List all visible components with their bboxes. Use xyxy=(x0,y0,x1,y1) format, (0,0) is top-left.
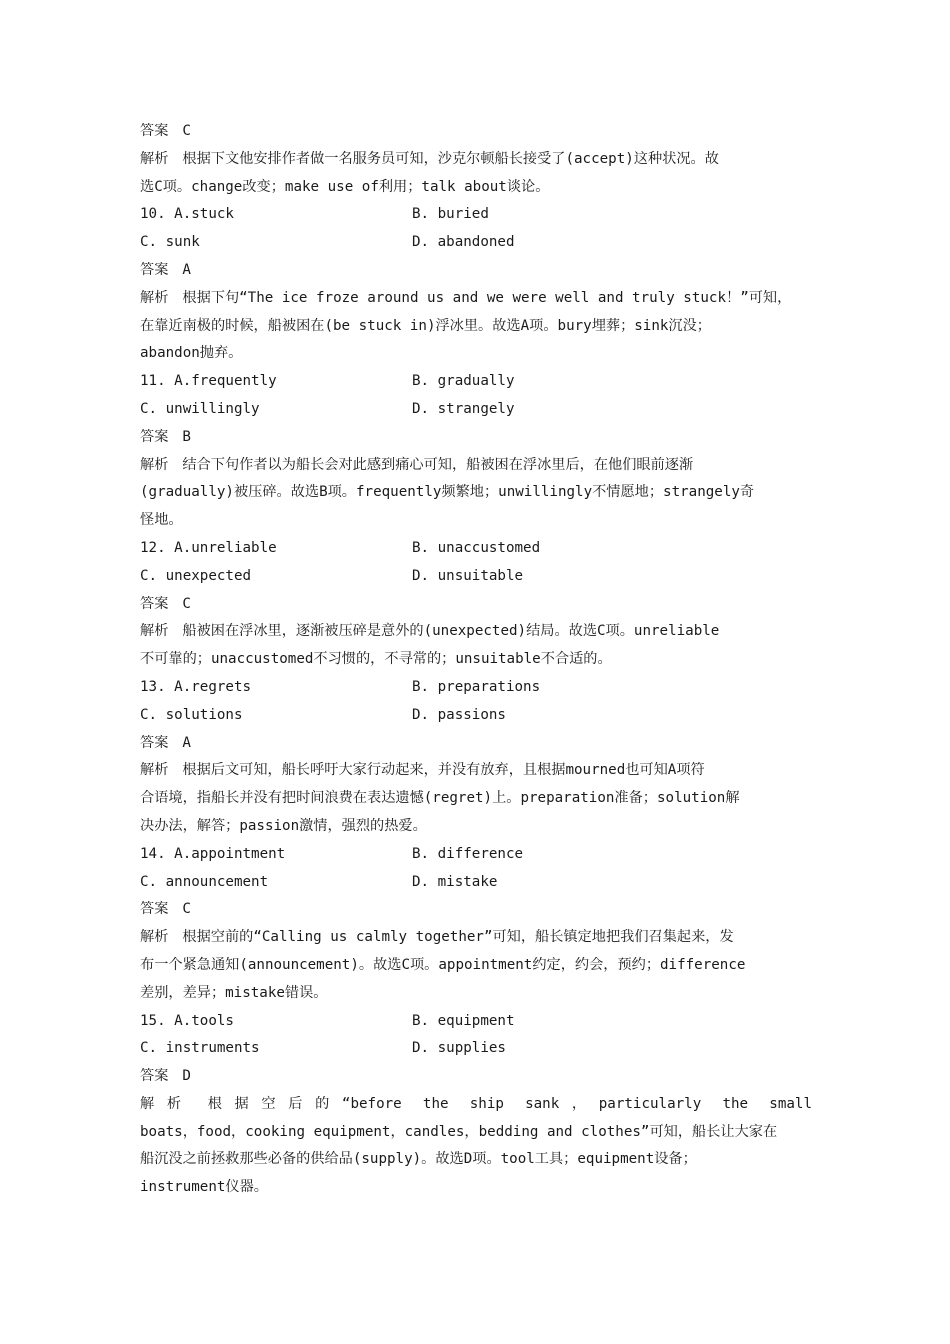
option-b: B. buried xyxy=(412,206,489,223)
explanation-text: 根据空前的“Calling us calmly together”可知，船长镇定地把我们召集起来，发 xyxy=(182,929,734,946)
option-c: C. instruments xyxy=(140,1040,260,1057)
option-d: D. supplies xyxy=(412,1040,506,1057)
explanation-label: 解析 xyxy=(140,150,169,167)
explanation-text: 根据后文可知，船长呼吁大家行动起来，并没有放弃，且根据mourned也可知A项符 xyxy=(182,762,705,779)
option-row xyxy=(140,229,812,257)
explanation-line xyxy=(140,924,812,952)
option-row xyxy=(140,1008,812,1036)
explanation-text: 根据空后的“before the ship sank，particularly the small xyxy=(207,1095,812,1112)
explanation-line xyxy=(140,618,812,646)
option-d: D. mistake xyxy=(412,873,498,890)
answer-value: C xyxy=(182,123,191,139)
answer-value: B xyxy=(182,428,191,445)
explanation-line xyxy=(140,1091,812,1119)
option-row xyxy=(140,869,812,897)
explanation-label: 解析 xyxy=(140,456,169,473)
answer-label: 答案 xyxy=(140,734,169,751)
option-b: B. preparations xyxy=(412,678,541,695)
option-a: 12. A.unreliable xyxy=(140,539,277,556)
answer-line xyxy=(140,730,812,758)
answer-value: A xyxy=(182,261,191,278)
explanation-line xyxy=(140,146,812,174)
option-row xyxy=(140,535,812,563)
option-d: D. strangely xyxy=(412,400,515,417)
explanation-label: 解析 xyxy=(140,289,169,306)
option-a: 10. A.stuck xyxy=(140,206,234,223)
option-d: D. unsuitable xyxy=(412,567,524,584)
option-a: 14. A.appointment xyxy=(140,845,286,862)
answer-value: C xyxy=(182,595,191,612)
explanation-line: boats，food，cooking equipment，candles，bedding and clothes”可知，船长让大家在 xyxy=(140,1123,778,1140)
option-c: C. unwillingly xyxy=(140,400,260,417)
answer-value: C xyxy=(182,901,191,918)
answer-value: D xyxy=(182,1068,191,1085)
option-b: B. difference xyxy=(412,845,524,862)
explanation-line: 差别，差异；mistake错误。 xyxy=(140,984,328,1001)
answer-label: 答案 xyxy=(140,595,169,612)
explanation-text: 根据下文他安排作者做一名服务员可知，沙克尔顿船长接受了(accept)这种状况。故 xyxy=(182,150,719,167)
option-row xyxy=(140,841,812,869)
option-a: 11. A.frequently xyxy=(140,373,277,390)
explanation-label: 解析 xyxy=(140,762,169,779)
explanation-label: 解析 xyxy=(140,929,169,946)
explanation-label: 解析 xyxy=(140,623,169,640)
explanation-text: 根据下句“The ice froze around us and we were well and truly stuck！”可知， xyxy=(182,289,792,306)
explanation-line: 船沉没之前拯救那些必备的供给品(supply)。故选D项。tool工具；equipment设备； xyxy=(140,1151,697,1168)
answer-line xyxy=(140,118,812,146)
explanation-text: 船被困在浮冰里，逐渐被压碎是意外的(unexpected)结局。故选C项。unreliable xyxy=(182,623,720,640)
option-b: B. equipment xyxy=(412,1012,515,1029)
option-row xyxy=(140,396,812,424)
answer-line xyxy=(140,424,812,452)
explanation-line: 不可靠的；unaccustomed不习惯的，不寻常的；unsuitable不合适的。 xyxy=(140,651,612,668)
explanation-line: 选C项。change改变；make use of利用；talk about谈论。 xyxy=(140,178,550,195)
explanation-line xyxy=(140,452,812,480)
explanation-line xyxy=(140,285,812,313)
option-row xyxy=(140,563,812,591)
option-c: C. solutions xyxy=(140,706,243,723)
explanation-line: instrument仪器。 xyxy=(140,1179,268,1196)
explanation-label: 解析 xyxy=(140,1095,194,1112)
explanation-text: 结合下句作者以为船长会对此感到痛心可知，船被困在浮冰里后，在他们眼前逐渐 xyxy=(182,456,694,473)
option-d: D. passions xyxy=(412,706,506,723)
option-row xyxy=(140,674,812,702)
answer-line xyxy=(140,896,812,924)
option-row xyxy=(140,201,812,229)
answer-label: 答案 xyxy=(140,428,169,445)
option-b: B. unaccustomed xyxy=(412,539,541,556)
explanation-line: 在靠近南极的时候，船被困在(be stuck in)浮冰里。故选A项。bury埋葬；sink沉没； xyxy=(140,317,711,334)
answer-line xyxy=(140,257,812,285)
answer-line xyxy=(140,1063,812,1091)
answer-label: 答案 xyxy=(140,901,169,918)
option-a: 15. A.tools xyxy=(140,1012,234,1029)
option-b: B. gradually xyxy=(412,373,515,390)
option-row xyxy=(140,702,812,730)
option-a: 13. A.regrets xyxy=(140,678,252,695)
option-row xyxy=(140,1035,812,1063)
explanation-line: (gradually)被压碎。故选B项。frequently频繁地；unwillingly不情愿地；strangely奇 xyxy=(140,484,755,501)
explanation-line: 布一个紧急通知(announcement)。故选C项。appointment约定，约会，预约；difference xyxy=(140,956,746,973)
answer-label: 答案 xyxy=(140,261,169,278)
explanation-line: 怪地。 xyxy=(140,512,183,529)
answer-label: 答案 xyxy=(140,1068,169,1085)
option-d: D. abandoned xyxy=(412,234,515,251)
answer-label: 答案 xyxy=(140,123,169,139)
answer-value: A xyxy=(182,734,191,751)
option-c: C. unexpected xyxy=(140,567,252,584)
explanation-line: 决办法，解答；passion激情，强烈的热爱。 xyxy=(140,817,427,834)
option-row xyxy=(140,368,812,396)
option-c: C. announcement xyxy=(140,873,269,890)
explanation-line: 合语境，指船长并没有把时间浪费在表达遗憾(regret)上。preparation准备；solution解 xyxy=(140,790,740,807)
explanation-line xyxy=(140,757,812,785)
answer-line xyxy=(140,591,812,619)
document-page xyxy=(140,118,812,1202)
option-c: C. sunk xyxy=(140,234,200,251)
explanation-line: abandon抛弃。 xyxy=(140,345,243,362)
